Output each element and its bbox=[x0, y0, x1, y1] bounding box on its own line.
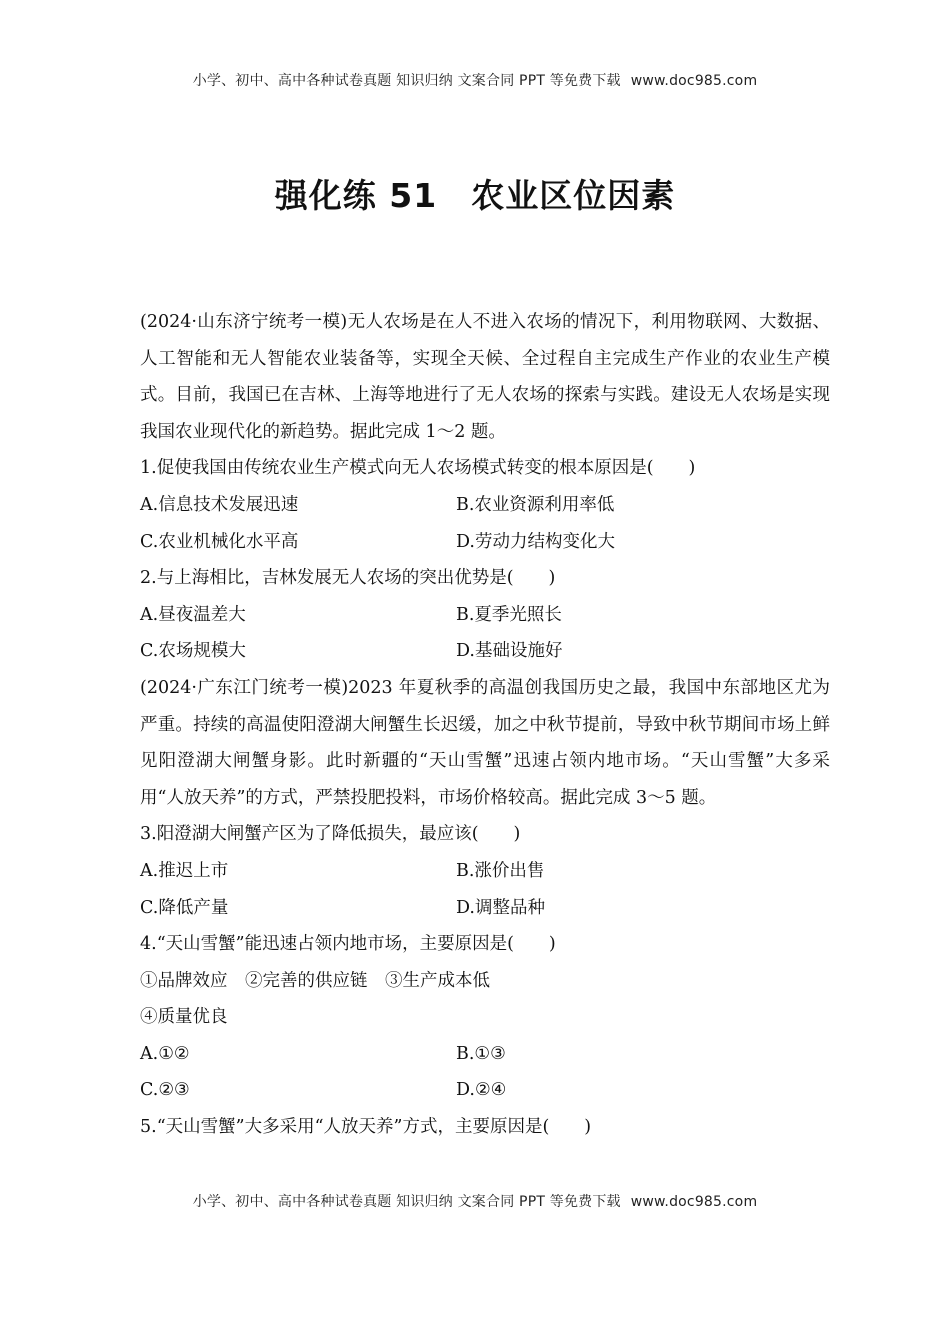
question-1-option-c: C.农业机械化水平高 bbox=[140, 531, 299, 552]
footer-text: 小学、初中、高中各种试卷真题 知识归纳 文案合同 PPT 等免费下载 bbox=[192, 1194, 621, 1210]
header-site-link[interactable]: www.doc985.com bbox=[630, 73, 758, 89]
question-3-stem: 3.阳澄湖大闸蟹产区为了降低损失，最应该( ) bbox=[140, 824, 521, 845]
footer-site-link[interactable]: www.doc985.com bbox=[630, 1194, 758, 1210]
question-1-option-b: B.农业资源利用率低 bbox=[456, 494, 615, 515]
question-2-option-c: C.农场规模大 bbox=[140, 641, 246, 662]
header-text: 小学、初中、高中各种试卷真题 知识归纳 文案合同 PPT 等免费下载 bbox=[192, 73, 621, 89]
page-footer bbox=[0, 1191, 950, 1211]
page-header bbox=[0, 70, 950, 90]
exercise-content bbox=[140, 304, 830, 1146]
question-4-options-row-1 bbox=[140, 1036, 830, 1073]
question-4-option-a: A.①② bbox=[140, 1043, 190, 1064]
question-3-option-b: B.涨价出售 bbox=[456, 860, 545, 881]
question-2-options-row-2 bbox=[140, 633, 830, 670]
question-4-option-c: C.②③ bbox=[140, 1080, 190, 1101]
question-1-options-row-2 bbox=[140, 524, 830, 561]
question-4-option-b: B.①③ bbox=[456, 1043, 506, 1064]
passage-2: (2024·广东江门统考一模)2023 年夏秋季的高温创我国历史之最，我国中东部地区尤为严重。持续的高温使阳澄湖大闸蟹生长迟缓，加之中秋节提前，导致中秋节期间市场上鲜见阳澄湖大闸蟹身影。此时新疆的“天山雪蟹”迅速占领内地市场。“天山雪蟹”大多采用“人放天养”的方式，严禁投肥投料，市场价格较高。据此完成 3～5 题。 bbox=[140, 677, 830, 808]
question-1-option-a: A.信息技术发展迅速 bbox=[140, 494, 299, 515]
title-number: 强化练 51 bbox=[274, 176, 438, 215]
question-1-option-d: D.劳动力结构变化大 bbox=[456, 531, 615, 552]
question-4-stem: 4.“天山雪蟹”能迅速占领内地市场，主要原因是( ) bbox=[140, 934, 556, 955]
question-5-stem: 5.“天山雪蟹”大多采用“人放天养”方式，主要原因是( ) bbox=[140, 1117, 592, 1138]
page-title bbox=[0, 170, 950, 217]
question-3-option-a: A.推迟上市 bbox=[140, 860, 229, 881]
question-3-option-d: D.调整品种 bbox=[456, 897, 545, 918]
question-1-stem: 1.促使我国由传统农业生产模式向无人农场模式转变的根本原因是( ) bbox=[140, 458, 696, 479]
question-1-options-row-1 bbox=[140, 487, 830, 524]
question-3-option-c: C.降低产量 bbox=[140, 897, 229, 918]
question-4-option-d: D.②④ bbox=[456, 1080, 507, 1101]
title-topic: 农业区位因素 bbox=[471, 176, 676, 215]
question-4-options-row-2 bbox=[140, 1072, 830, 1109]
question-4-items-2: ④质量优良 bbox=[140, 1007, 228, 1028]
question-2-option-d: D.基础设施好 bbox=[456, 641, 563, 662]
question-2-option-a: A.昼夜温差大 bbox=[140, 604, 246, 625]
question-2-stem: 2.与上海相比，吉林发展无人农场的突出优势是( ) bbox=[140, 568, 556, 589]
question-2-option-b: B.夏季光照长 bbox=[456, 604, 562, 625]
question-2-options-row-1 bbox=[140, 597, 830, 634]
question-3-options-row-2 bbox=[140, 890, 830, 927]
passage-1: (2024·山东济宁统考一模)无人农场是在人不进入农场的情况下，利用物联网、大数据、人工智能和无人智能农业装备等，实现全天候、全过程自主完成生产作业的农业生产模式。目前，我国已在吉林、上海等地进行了无人农场的探索与实践。建设无人农场是实现我国农业现代化的新趋势。据此完成 1～2 题。 bbox=[140, 312, 830, 442]
question-3-options-row-1 bbox=[140, 853, 830, 890]
question-4-items-1: ①品牌效应 ②完善的供应链 ③生产成本低 bbox=[140, 970, 490, 991]
